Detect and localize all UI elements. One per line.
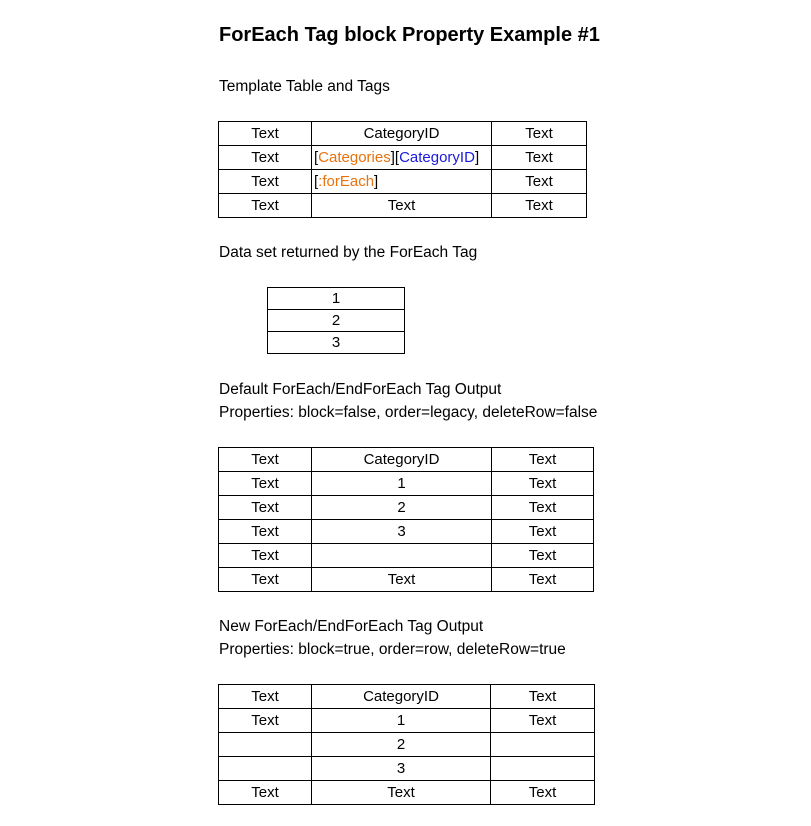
table-cell: Text [492, 146, 587, 170]
table-cell: Text [492, 520, 594, 544]
table-cell: Text [491, 709, 595, 733]
table-cell [219, 757, 312, 781]
table-cell: 1 [268, 288, 405, 310]
dataset-table [267, 287, 405, 354]
open-bracket: [ [394, 148, 400, 166]
table-cell: Text [219, 448, 312, 472]
table-cell: Text [219, 170, 312, 194]
table-row [219, 472, 594, 496]
table-cell: Text [492, 544, 594, 568]
table-cell: Text [492, 122, 587, 146]
table-cell: Text [492, 496, 594, 520]
table-cell [312, 544, 492, 568]
new-output-table [218, 684, 595, 805]
new-output-properties: Properties: block=true, order=row, deleteRow=true [219, 641, 566, 658]
dataset-heading: Data set returned by the ForEach Tag [219, 244, 478, 261]
table-cell: Text [219, 146, 312, 170]
table-row [219, 146, 587, 170]
table-cell [491, 757, 595, 781]
table-cell: Text [492, 568, 594, 592]
page-title: ForEach Tag block Property Example #1 [219, 24, 600, 46]
table-cell: 3 [268, 332, 405, 354]
table-cell: Text [491, 781, 595, 805]
close-bracket: ] [390, 148, 395, 166]
table-cell: Text [219, 709, 312, 733]
table-cell: Text [219, 685, 312, 709]
table-cell: Text [219, 781, 312, 805]
table-cell: 2 [312, 496, 492, 520]
table-row [219, 194, 587, 218]
table-cell: CategoryID [312, 685, 491, 709]
table-row [268, 332, 405, 354]
default-output-table [218, 447, 594, 592]
table-cell [491, 733, 595, 757]
table-row [219, 122, 587, 146]
table-cell: 2 [312, 733, 491, 757]
template-table [218, 121, 587, 218]
tag-cell [312, 170, 492, 194]
tag-cell [312, 146, 492, 170]
table-cell: Text [491, 685, 595, 709]
table-row [219, 520, 594, 544]
table-cell: Text [219, 472, 312, 496]
new-output-heading: New ForEach/EndForEach Tag Output [219, 618, 484, 635]
table-cell: Text [492, 170, 587, 194]
table-cell: Text [219, 544, 312, 568]
table-cell: Text [312, 568, 492, 592]
table-row [219, 733, 595, 757]
table-cell: 1 [312, 472, 492, 496]
default-output-properties: Properties: block=false, order=legacy, deleteRow=false [219, 404, 598, 421]
table-cell: Text [219, 194, 312, 218]
table-row [219, 568, 594, 592]
table-row [219, 496, 594, 520]
table-cell: Text [219, 520, 312, 544]
open-bracket: [ [314, 148, 319, 166]
table-row [219, 544, 594, 568]
default-output-heading: Default ForEach/EndForEach Tag Output [219, 381, 502, 398]
foreach-tag: :forEach [318, 172, 375, 190]
close-bracket: ] [374, 172, 379, 190]
table-cell: Text [219, 122, 312, 146]
table-cell: Text [312, 194, 492, 218]
table-cell: Text [219, 568, 312, 592]
table-row [219, 685, 595, 709]
template-heading: Template Table and Tags [219, 78, 390, 95]
table-cell: CategoryID [312, 122, 492, 146]
table-cell: Text [219, 496, 312, 520]
table-cell [219, 733, 312, 757]
table-row [219, 781, 595, 805]
table-row [219, 709, 595, 733]
category-id-tag: CategoryID [399, 148, 475, 166]
table-row [219, 448, 594, 472]
table-cell: 3 [312, 520, 492, 544]
table-row [219, 757, 595, 781]
table-cell: 1 [312, 709, 491, 733]
table-cell: Text [312, 781, 491, 805]
table-row [268, 310, 405, 332]
open-bracket: [ [314, 172, 319, 190]
table-row [268, 288, 405, 310]
table-cell: Text [492, 194, 587, 218]
table-row [219, 170, 587, 194]
table-cell: 2 [268, 310, 405, 332]
table-cell: Text [492, 472, 594, 496]
table-cell: CategoryID [312, 448, 492, 472]
table-cell: Text [492, 448, 594, 472]
table-cell: 3 [312, 757, 491, 781]
close-bracket: ] [474, 148, 480, 166]
categories-tag: Categories [318, 148, 391, 166]
